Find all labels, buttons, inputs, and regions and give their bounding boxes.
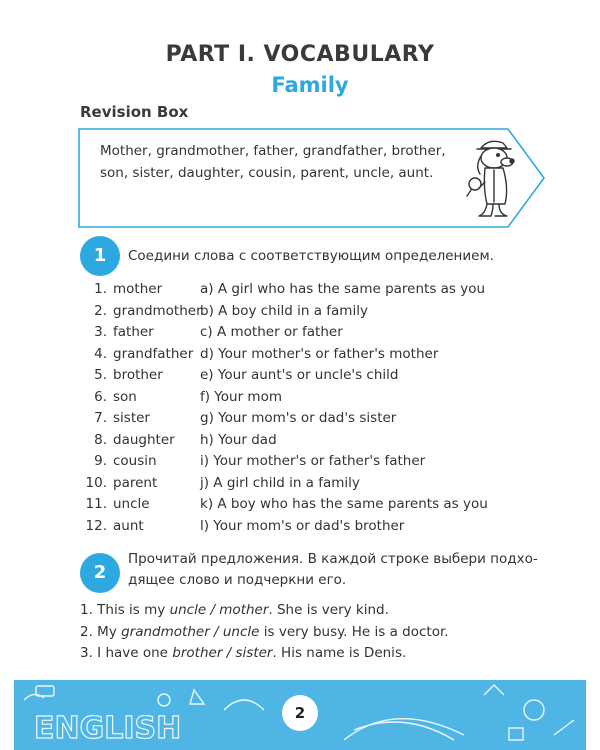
definition: b) A boy child in a family: [200, 302, 368, 319]
vocab-word: grandmother: [113, 302, 202, 319]
page-number: 2: [282, 695, 318, 731]
row-number: 5.: [94, 367, 107, 383]
row-number: 1.: [94, 281, 107, 297]
revision-box-heading: Revision Box: [80, 103, 189, 121]
task-2-badge: 2: [80, 553, 120, 593]
row-number: 3.: [94, 324, 107, 340]
sentence: [80, 643, 550, 665]
definition: g) Your mom's or dad's sister: [200, 410, 397, 426]
matching-row: [85, 516, 555, 538]
sentence-text: . His name is Denis.: [272, 645, 407, 661]
matching-row: [85, 279, 555, 301]
definition: h) Your dad: [200, 431, 277, 448]
vocab-word: cousin: [113, 453, 157, 469]
row-number: 8.: [94, 431, 107, 448]
sentence-text: 2. My: [80, 623, 122, 640]
matching-list: [85, 279, 555, 537]
definition: j) A girl child in a family: [200, 474, 360, 491]
vocab-word: father: [113, 324, 154, 340]
definition: i) Your mother's or father's father: [200, 453, 426, 469]
sentence: [80, 600, 550, 622]
row-number: 10.: [85, 474, 107, 491]
matching-row: [85, 344, 555, 366]
task-1-instruction: Соедини слова с соответствующим определением.: [128, 248, 494, 264]
task-2-instruction-line1: Прочитай предложения. В каждой строке выбери подхо-: [128, 551, 538, 567]
vocab-word: grandfather: [113, 345, 194, 362]
vocab-word: son: [113, 388, 137, 405]
vocab-word: parent: [113, 474, 158, 491]
row-number: 4.: [94, 345, 107, 362]
revision-box-text: Mother, grandmother, father, grandfather, brother, son, sister, daughter, cousin, parent, uncle, aunt.: [100, 143, 446, 181]
matching-row: [85, 451, 555, 473]
part-title: PART I. VOCABULARY: [165, 42, 435, 67]
sentence: [80, 622, 550, 644]
topic-title: Family: [271, 73, 349, 97]
vocab-word: mother: [113, 281, 163, 297]
definition: l) Your mom's or dad's brother: [200, 517, 405, 534]
vocab-word: uncle: [113, 496, 150, 512]
matching-row: [85, 473, 555, 495]
task-1-badge: 1: [80, 236, 120, 276]
sentence-text: is very busy. He is a doctor.: [259, 623, 449, 640]
matching-row: [85, 387, 555, 409]
matching-row: [85, 430, 555, 452]
vocab-word: sister: [113, 410, 150, 426]
svg-text:ENGLISH: ENGLISH: [34, 711, 182, 746]
definition: a) A girl who has the same parents as you: [200, 281, 486, 297]
definition: e) Your aunt's or uncle's child: [200, 367, 399, 383]
sentence-text: 1. This is my: [80, 602, 170, 618]
row-number: 6.: [94, 388, 107, 405]
detective-dog-icon: [463, 134, 523, 222]
definition: d) Your mother's or father's mother: [200, 345, 439, 362]
row-number: 2.: [94, 302, 107, 319]
word-choice[interactable]: grandmother / uncle: [121, 623, 260, 640]
row-number: 9.: [94, 453, 107, 469]
sentence-text: . She is very kind.: [268, 602, 389, 618]
revision-box: [78, 128, 548, 228]
matching-row: [85, 494, 555, 516]
word-choice[interactable]: uncle / mother: [169, 602, 269, 618]
definition: f) Your mom: [200, 388, 282, 405]
sentence-list: [80, 600, 550, 665]
definition: k) A boy who has the same parents as you: [200, 496, 488, 512]
vocab-word: daughter: [113, 431, 175, 448]
task-2-instruction-line2: дящее слово и подчеркни его.: [128, 572, 347, 588]
word-choice[interactable]: brother / sister: [172, 645, 273, 661]
definition: c) A mother or father: [200, 324, 343, 340]
matching-row: [85, 301, 555, 323]
vocab-word: aunt: [113, 517, 144, 534]
matching-row: [85, 322, 555, 344]
row-number: 7.: [94, 410, 107, 426]
matching-row: [85, 365, 555, 387]
matching-row: [85, 408, 555, 430]
row-number: 12.: [85, 517, 107, 534]
sentence-text: 3. I have one: [80, 645, 173, 661]
vocab-word: brother: [113, 367, 163, 383]
row-number: 11.: [85, 496, 107, 512]
